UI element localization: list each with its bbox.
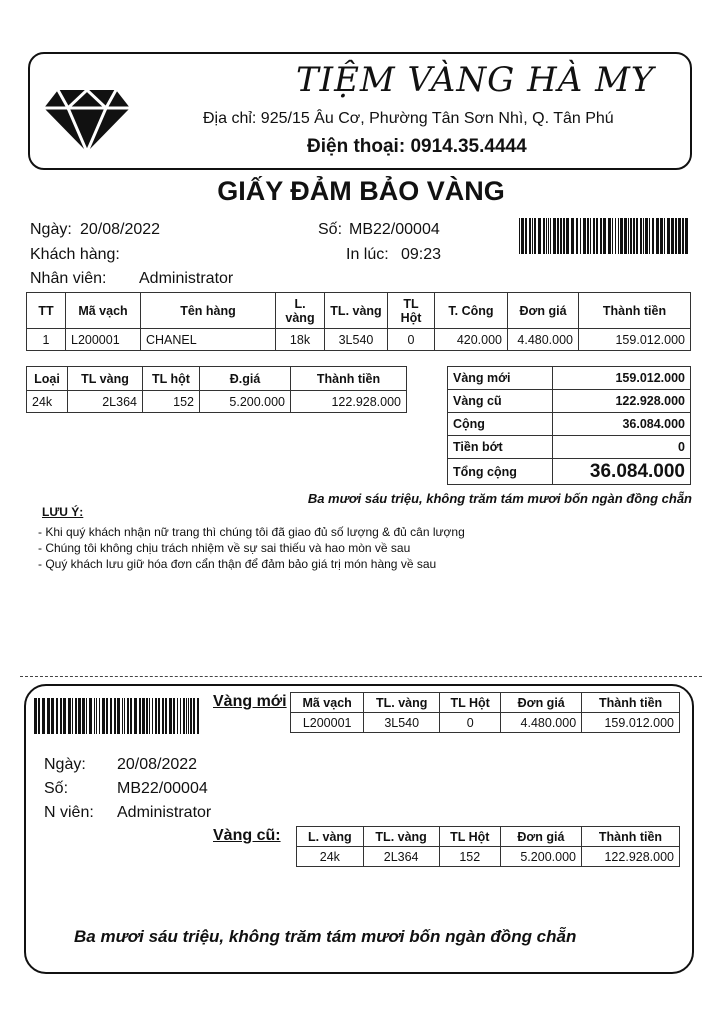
table-cell: 420.000 <box>435 329 508 351</box>
stub-number-label: Số: <box>44 780 69 797</box>
stub-number-value: MB22/00004 <box>117 780 208 797</box>
col-header: Đơn giá <box>501 693 582 713</box>
summary-table <box>447 366 691 485</box>
summary-value: 159.012.000 <box>553 367 691 390</box>
table-cell: L200001 <box>291 713 364 733</box>
total-value: 36.084.000 <box>553 459 691 485</box>
diamond-icon <box>44 90 130 152</box>
stub-new-table <box>290 692 680 733</box>
summary-label: Cộng <box>448 413 553 436</box>
date-label: Ngày: <box>30 221 72 238</box>
old-gold-label: Vàng cũ: <box>213 827 281 844</box>
table-cell: 2L364 <box>68 391 143 413</box>
number-value: MB22/00004 <box>349 221 440 238</box>
stub-old-header <box>297 827 680 847</box>
staff-value: Administrator <box>139 270 234 287</box>
col-header: TL hột <box>143 367 200 391</box>
date-value: 20/08/2022 <box>80 221 161 238</box>
col-header: Đơn giá <box>508 293 579 329</box>
note-line: - Khi quý khách nhận nữ trang thì chúng tôi đã giao đủ số lượng & đủ cân lượng <box>38 525 465 539</box>
summary-value: 122.928.000 <box>553 390 691 413</box>
barcode <box>34 698 204 734</box>
table-cell: 159.012.000 <box>579 329 691 351</box>
table-cell: 5.200.000 <box>200 391 291 413</box>
items-table <box>26 292 691 351</box>
col-header: Thành tiền <box>581 827 679 847</box>
summary-row <box>448 436 691 459</box>
table-row <box>297 847 680 867</box>
summary-row <box>448 390 691 413</box>
summary-label: Vàng mới <box>448 367 553 390</box>
col-header: TL Hột <box>388 293 435 329</box>
col-header: TL. vàng <box>364 693 440 713</box>
col-header: Thành tiền <box>291 367 407 391</box>
stub-new-header <box>291 693 680 713</box>
stub-amount-in-words: Ba mươi sáu triệu, không trăm tám mươi bốn ngàn đồng chẵn <box>74 927 577 946</box>
barcode <box>519 218 691 254</box>
store-address: Địa chỉ: 925/15 Âu Cơ, Phường Tân Sơn Nhì, Q. Tân Phú <box>203 110 614 127</box>
table-cell: 1 <box>27 329 66 351</box>
col-header: TL. vàng <box>325 293 388 329</box>
col-header: Thành tiền <box>582 693 680 713</box>
table-cell: 122.928.000 <box>581 847 679 867</box>
table-cell: 152 <box>143 391 200 413</box>
col-header: TL vàng <box>68 367 143 391</box>
customer-label: Khách hàng: <box>30 246 120 263</box>
note-line: - Quý khách lưu giữ hóa đơn cẩn thận để đảm bảo giá trị món hàng về sau <box>38 557 437 571</box>
number-label: Số: <box>318 221 343 238</box>
table-cell: 3L540 <box>325 329 388 351</box>
col-header: Tên hàng <box>141 293 276 329</box>
table-cell: 3L540 <box>364 713 440 733</box>
col-header: TL Hột <box>439 827 500 847</box>
col-header: TL Hột <box>440 693 501 713</box>
cut-line <box>20 676 702 677</box>
old-gold-header <box>27 367 407 391</box>
col-header: Đơn giá <box>500 827 581 847</box>
stub-date-value: 20/08/2022 <box>117 756 198 773</box>
col-header: Mã vạch <box>66 293 141 329</box>
time-value: 09:23 <box>401 246 442 263</box>
stub-old-table <box>296 826 680 867</box>
col-header: L. vàng <box>276 293 325 329</box>
table-cell: 18k <box>276 329 325 351</box>
table-cell: 24k <box>297 847 364 867</box>
col-header: TL. vàng <box>363 827 439 847</box>
staff-label: Nhân viên: <box>30 270 107 287</box>
notes-title: LƯU Ý: <box>42 505 84 519</box>
table-cell: CHANEL <box>141 329 276 351</box>
time-label: In lúc: <box>346 246 389 263</box>
stub-staff-value: Administrator <box>117 804 212 821</box>
table-cell: 24k <box>27 391 68 413</box>
col-header: T. Công <box>435 293 508 329</box>
table-cell: 122.928.000 <box>291 391 407 413</box>
summary-label: Vàng cũ <box>448 390 553 413</box>
table-cell: L200001 <box>66 329 141 351</box>
summary-label: Tổng cộng <box>448 459 553 485</box>
col-header: TT <box>27 293 66 329</box>
note-line: - Chúng tôi không chịu trách nhiệm về sự sai thiếu và hao mòn về sau <box>38 541 411 555</box>
table-cell: 4.480.000 <box>508 329 579 351</box>
summary-value: 36.084.000 <box>553 413 691 436</box>
summary-value: 0 <box>553 436 691 459</box>
table-cell: 2L364 <box>363 847 439 867</box>
stub-date-label: Ngày: <box>44 756 86 773</box>
amount-in-words: Ba mươi sáu triệu, không trăm tám mươi bốn ngàn đồng chẵn <box>307 491 692 506</box>
summary-row-total <box>448 459 691 485</box>
col-header: Đ.giá <box>200 367 291 391</box>
table-cell: 5.200.000 <box>500 847 581 867</box>
old-gold-table <box>26 366 407 413</box>
table-cell: 152 <box>439 847 500 867</box>
new-gold-label: Vàng mới <box>213 693 287 710</box>
col-header: Thành tiền <box>579 293 691 329</box>
table-cell: 4.480.000 <box>501 713 582 733</box>
summary-label: Tiền bớt <box>448 436 553 459</box>
table-cell: 0 <box>440 713 501 733</box>
store-name: TIỆM VÀNG HÀ MY <box>296 60 655 100</box>
table-row <box>27 391 407 413</box>
document-title: GIẤY ĐẢM BẢO VÀNG <box>217 176 505 206</box>
table-cell: 159.012.000 <box>582 713 680 733</box>
col-header: Mã vạch <box>291 693 364 713</box>
store-phone: Điện thoại: 0914.35.4444 <box>307 136 527 157</box>
stub-staff-label: N viên: <box>44 804 94 821</box>
summary-row <box>448 413 691 436</box>
col-header: Loại <box>27 367 68 391</box>
summary-row <box>448 367 691 390</box>
col-header: L. vàng <box>297 827 364 847</box>
table-row <box>291 713 680 733</box>
table-row <box>27 329 691 351</box>
table-cell: 0 <box>388 329 435 351</box>
items-table-header <box>27 293 691 329</box>
